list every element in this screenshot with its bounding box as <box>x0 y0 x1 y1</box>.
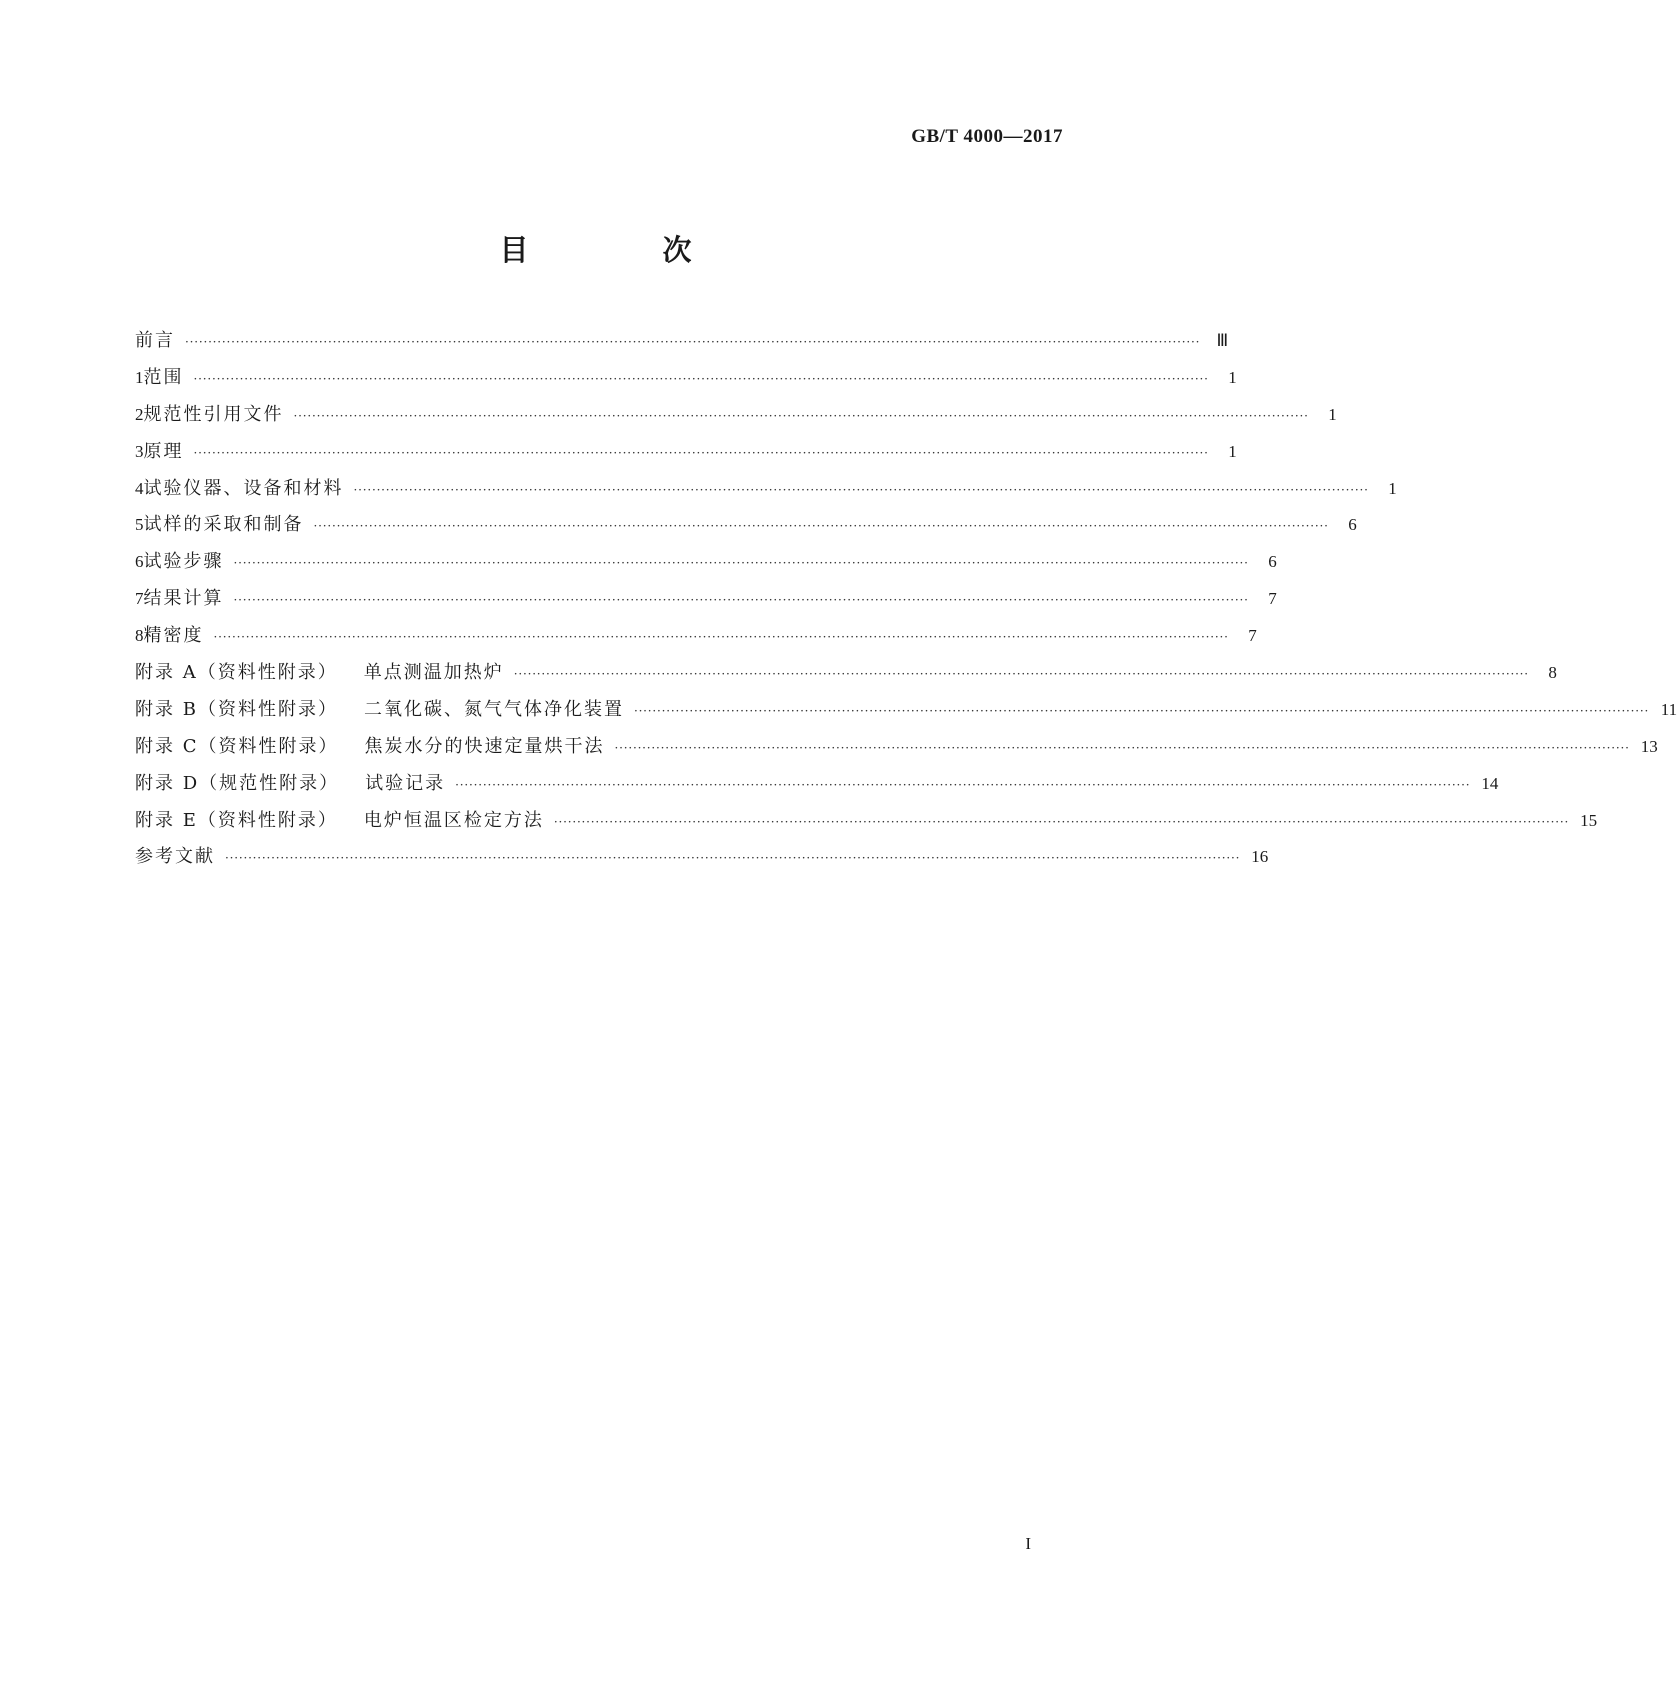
dot-leader: ···························································································································································································································· <box>633 703 1650 718</box>
toc-entry-page: 6 <box>1268 552 1277 572</box>
toc-entry[interactable] <box>135 507 1357 544</box>
toc-entry-number: 6 <box>135 552 144 572</box>
toc-entry-label: 规范性引用文件 <box>143 403 284 425</box>
toc-entry-page: 7 <box>1248 626 1257 646</box>
toc-entry-page: 6 <box>1348 515 1357 535</box>
toc-entry[interactable] <box>135 581 1277 618</box>
dot-leader: ···························································································································································································································· <box>225 851 1241 866</box>
page-number: I <box>1025 1534 1031 1553</box>
toc-entry-label: 试验仪器、设备和材料 <box>143 477 344 499</box>
toc-entry-subtitle: 试验记录 <box>365 772 446 794</box>
toc-entry-number: 2 <box>135 404 144 424</box>
toc-entry-label: 附录 A（资料性附录） <box>135 662 338 684</box>
toc-entry-page: 1 <box>1328 404 1337 424</box>
toc-entry[interactable] <box>135 471 1397 508</box>
toc-entry-label: 前言 <box>135 330 175 351</box>
toc-entry-page: 15 <box>1580 810 1598 830</box>
dot-leader: ···························································································································································································································· <box>185 335 1201 349</box>
toc-entry[interactable] <box>135 618 1257 655</box>
toc-entry-page: 7 <box>1268 589 1277 609</box>
dot-leader: ···························································································································································································································· <box>614 740 1630 755</box>
toc-entry[interactable] <box>135 655 1557 692</box>
toc-entry[interactable] <box>135 729 1658 766</box>
dot-leader: ···························································································································································································································· <box>233 593 1249 608</box>
toc-entry[interactable] <box>135 803 1598 840</box>
dot-leader: ···························································································································································································································· <box>213 630 1229 645</box>
toc-entry[interactable] <box>135 323 1229 360</box>
dot-leader: ···························································································································································································································· <box>193 445 1209 460</box>
toc-entry-subtitle: 二氧化碳、氮气气体净化装置 <box>363 698 624 720</box>
toc-entry-subtitle: 单点测温加热炉 <box>363 662 504 684</box>
toc-entry[interactable] <box>135 692 1677 729</box>
toc-entry[interactable] <box>135 544 1277 581</box>
toc-entry-page: 14 <box>1481 773 1499 793</box>
toc-entry-number: 8 <box>135 626 144 646</box>
toc-entry[interactable] <box>135 397 1337 434</box>
dot-leader: ···························································································································································································································· <box>193 371 1209 386</box>
toc-entry-number: 3 <box>135 441 144 461</box>
toc-entry-page: 8 <box>1548 663 1557 683</box>
dot-leader: ···························································································································································································································· <box>455 777 1471 792</box>
toc-title: 目 次 <box>499 233 754 267</box>
toc-entry-label: 附录 D（规范性附录） <box>135 772 340 794</box>
toc-entry[interactable] <box>135 434 1237 471</box>
toc-entry-page: 13 <box>1640 736 1658 756</box>
toc-entry-label: 结果计算 <box>143 588 224 610</box>
toc-entry-subtitle: 焦炭水分的快速定量烘干法 <box>364 735 605 757</box>
dot-leader: ···························································································································································································································· <box>233 556 1249 571</box>
toc-entry-label: 附录 C（资料性附录） <box>135 735 339 757</box>
toc-entry[interactable] <box>135 360 1237 397</box>
toc-entry-label: 试验步骤 <box>143 551 224 573</box>
toc-entry-number: 5 <box>135 515 144 535</box>
toc-entry-page: 1 <box>1228 367 1237 387</box>
toc-entry-label: 精密度 <box>143 625 204 647</box>
toc-entry-label: 参考文献 <box>135 846 215 868</box>
toc-entry-label: 附录 E（资料性附录） <box>135 809 338 831</box>
toc-entry-number: 1 <box>135 367 144 387</box>
toc-entry-number: 7 <box>135 589 144 609</box>
toc-entry[interactable] <box>135 839 1269 876</box>
dot-leader: ···························································································································································································································· <box>293 408 1309 423</box>
toc-entry[interactable] <box>135 766 1499 803</box>
dot-leader: ···························································································································································································································· <box>513 667 1529 682</box>
toc-entry-label: 原理 <box>143 440 184 462</box>
toc-entry-page: 11 <box>1660 699 1677 719</box>
toc-entry-page: 1 <box>1388 478 1397 498</box>
toc-entry-page: Ⅲ <box>1216 331 1229 350</box>
toc-entry-label: 附录 B（资料性附录） <box>135 698 338 720</box>
toc-entry-subtitle: 电炉恒温区检定方法 <box>363 809 544 831</box>
toc-entry-page: 16 <box>1251 847 1269 867</box>
toc-entry-label: 试样的采取和制备 <box>143 514 304 536</box>
dot-leader: ···························································································································································································································· <box>313 519 1329 534</box>
dot-leader: ···························································································································································································································· <box>553 814 1570 829</box>
toc-entry-label: 范围 <box>143 366 184 388</box>
dot-leader: ···························································································································································································································· <box>353 482 1369 497</box>
toc-entry-page: 1 <box>1228 441 1237 461</box>
standard-number: GB/T 4000—2017 <box>911 126 1063 147</box>
table-of-contents <box>135 323 1677 876</box>
toc-entry-number: 4 <box>135 478 144 498</box>
